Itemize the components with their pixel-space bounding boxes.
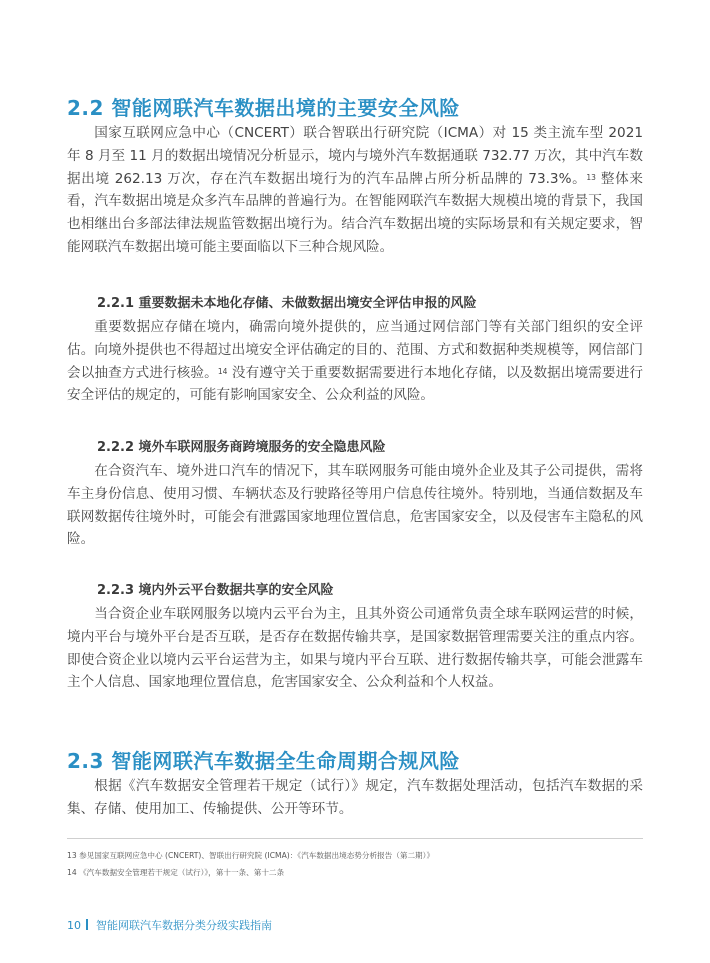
paragraph-text-b: 没有遵守关于重要数据需要进行本地化存储，以及数据出境需要进行安全评估的规定的，可能有影响国家安全、公众利益的风险。 xyxy=(67,364,644,404)
footnote-divider xyxy=(67,838,643,839)
subsection-heading-2-2-3: 2.2.3 境内外云平台数据共享的安全风险 xyxy=(97,583,334,598)
footnote-13: 13 参见国家互联网应急中心 (CNCERT)、智联出行研究院 (ICMA)：《汽车数据出境态势分析报告（第二期）》 xyxy=(67,851,435,860)
footnote-14: 14 《汽车数据安全管理若干规定（试行）》，第十一条、第十二条 xyxy=(67,868,285,877)
paragraph-text-a: 国家互联网应急中心（CNCERT）联合智联出行研究院（ICMA）对 15 类主流车型 2021 年 8 月至 11 月的数据出境情况分析显示，境内与境外汽车数据通联 732.77 万次，其中汽车数据出境 262.13 万次，存在汽车数据出境行为的汽车品牌占所分析品牌的 73.3%。 xyxy=(67,125,643,187)
page-footer xyxy=(67,917,272,933)
section-2-2-paragraph xyxy=(67,122,643,259)
subsection-2-2-2-paragraph: 在合资汽车、境外进口汽车的情况下，其车联网服务可能由境外企业及其子公司提供，需将车主身份信息、使用习惯、车辆状态及行驶路径等用户信息传往境外。特别地，当通信数据及车联网数据传往境外时，可能会有泄露国家地理位置信息，危害国家安全，以及侵害车主隐私的风险。 xyxy=(67,463,643,548)
section-2-3-paragraph: 根据《汽车数据安全管理若干规定（试行）》规定，汽车数据处理活动，包括汽车数据的采集、存储、使用加工、传输提供、公开等环节。 xyxy=(67,778,643,817)
footnote-ref-14: 14 xyxy=(217,366,228,376)
subsection-2-2-3-paragraph: 当合资企业车联网服务以境内云平台为主，且其外资公司通常负责全球车联网运营的时候，境内平台与境外平台是否互联，是否存在数据传输共享，是国家数据管理需要关注的重点内容。即使合资企业以境内云平台运营为主，如果与境内平台互联、进行数据传输共享，可能会泄露车主个人信息、国家地理位置信息，危害国家安全、公众利益和个人权益。 xyxy=(67,606,643,691)
subsection-heading-2-2-1: 2.2.1 重要数据未本地化存储、未做数据出境安全评估申报的风险 xyxy=(97,296,477,311)
paragraph-text-b: 整体来看，汽车数据出境是众多汽车品牌的普遍行为。在智能网联汽车数据大规模出境的背景下，我国也相继出台多部法律法规监管数据出境行为。结合汽车数据出境的实际场景和有关规定要求，智能网联汽车数据出境可能主要面临以下三种合规风险。 xyxy=(67,170,643,255)
paragraph-text-a: 重要数据应存储在境内，确需向境外提供的，应当通过网信部门等有关部门组织的安全评估。向境外提供也不得超过出境安全评估确定的目的、范围、方式和数据种类规模等，网信部门会以抽查方式进行核验。 xyxy=(67,319,643,381)
footnote-ref-13: 13 xyxy=(586,172,596,182)
section-heading-2-3: 2.3 智能网联汽车数据全生命周期合规风险 xyxy=(67,749,460,773)
footer-doc-title: 智能网联汽车数据分类分级实践指南 xyxy=(96,919,272,932)
subsection-2-2-1-paragraph xyxy=(67,316,643,407)
footer-divider xyxy=(86,919,88,930)
page-number: 10 xyxy=(67,919,81,932)
subsection-heading-2-2-2: 2.2.2 境外车联网服务商跨境服务的安全隐患风险 xyxy=(97,440,386,455)
section-heading-2-2: 2.2 智能网联汽车数据出境的主要安全风险 xyxy=(67,96,460,120)
